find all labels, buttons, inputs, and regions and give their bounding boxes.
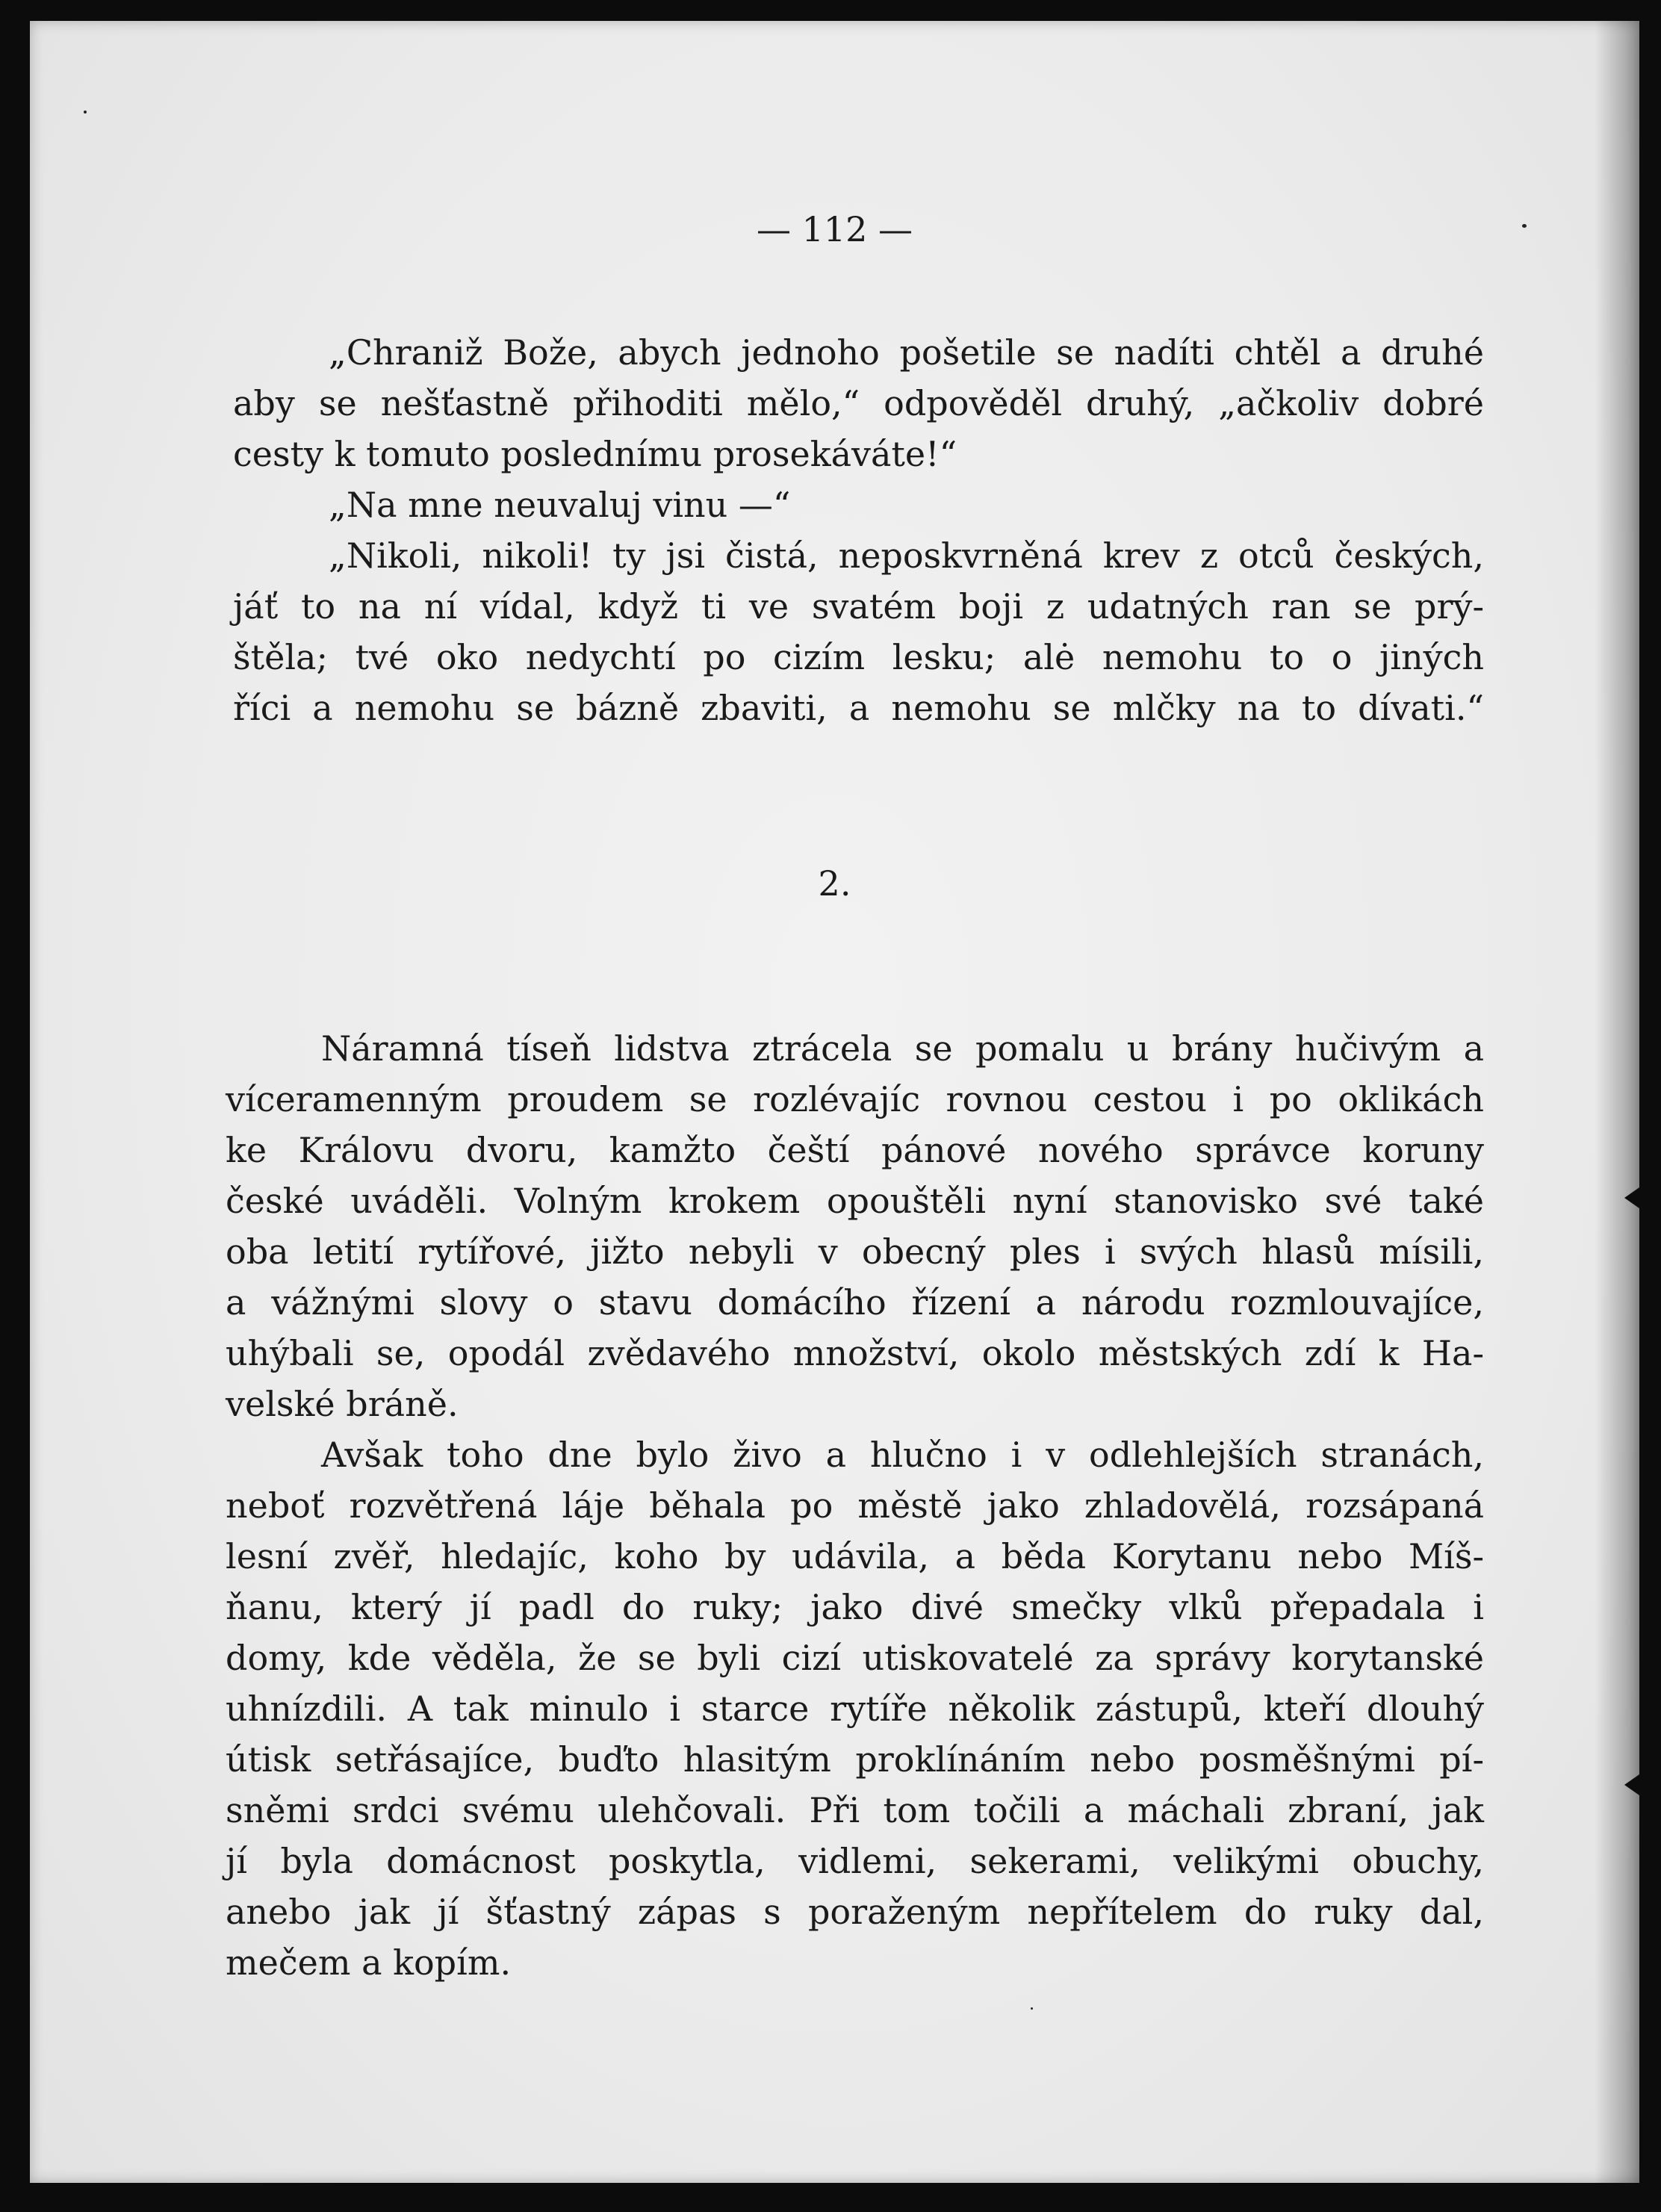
text-line: ke Královu dvoru, kamžto čeští pánové nového správce koruny (226, 1130, 1484, 1170)
text-line: „Chraniž Bože, abych jednoho pošetile se nadíti chtěl a druhé (329, 332, 1484, 373)
text-line: jáť to na ní vídal, když ti ve svatém boji z udatných ran se prý- (233, 586, 1484, 627)
text-line: štěla; tvé oko nedychtí po cizím lesku; alė nemohu to o jiných (233, 637, 1484, 677)
text-line: domy, kde věděla, že se byli cizí utiskovatelé za správy korytanské (226, 1638, 1484, 1678)
section-number: 2. (818, 863, 851, 904)
text-line: „Na mne neuvaluj vinu —“ (329, 485, 791, 525)
book-page (30, 21, 1639, 2183)
text-line: mečem a kopím. (226, 1942, 512, 1983)
text-line: ňanu, který jí padl do ruky; jako divé smečky vlků přepadala i (226, 1587, 1484, 1627)
text-line: cesty k tomuto poslednímu prosekáváte!“ (233, 434, 957, 474)
text-line: uhnízdili. A tak minulo i starce rytíře několik zástupů, kteří dlouhý (226, 1688, 1484, 1729)
text-line: víceramenným proudem se rozlévajíc rovnou cestou i po oklikách (226, 1079, 1484, 1119)
dust-speck (1031, 2007, 1033, 2010)
text-line: lesní zvěř, hledajíc, koho by udávila, a běda Korytanu nebo Míš- (226, 1536, 1484, 1576)
text-line: aby se nešťastně přihoditi mělo,“ odpověděl druhý, „ačkoliv dobré (233, 383, 1484, 423)
text-line: velské bráně. (226, 1384, 459, 1424)
edge-notch (1624, 1187, 1639, 1208)
text-line: neboť rozvětřená láje běhala po městě jako zhladovělá, rozsápaná (226, 1485, 1484, 1526)
text-line: sněmi srdci svému ulehčovali. Při tom točili a máchali zbraní, jak (226, 1790, 1484, 1830)
text-line: říci a nemohu se bázně zbaviti, a nemohu se mlčky na to dívati.“ (233, 688, 1484, 728)
text-line: jí byla domácnost poskytla, vidlemi, sekerami, velikými obuchy, (226, 1841, 1484, 1881)
edge-notch (1624, 1774, 1639, 1795)
text-line: anebo jak jí šťastný zápas s poraženým nepřítelem do ruky dal, (226, 1892, 1484, 1932)
text-line: Avšak toho dne bylo živo a hlučno i v odlehlejších stranách, (321, 1435, 1484, 1475)
text-line: útisk setřásajíce, buďto hlasitým proklínáním nebo posměšnými pí- (226, 1739, 1484, 1780)
text-line: české uváděli. Volným krokem opouštěli nyní stanovisko své také (226, 1181, 1484, 1221)
text-line: a vážnými slovy o stavu domácího řízení a národu rozmlouvajíce, (226, 1282, 1484, 1323)
text-block-dialogue (233, 327, 1484, 733)
text-line: Náramná tíseň lidstva ztrácela se pomalu u brány hučivým a (321, 1028, 1484, 1069)
text-block-chapter (226, 1023, 1484, 1988)
text-line: oba letití rytířové, jižto nebyli v obecný ples i svých hlasů mísili, (226, 1231, 1484, 1272)
text-line: „Nikoli, nikoli! ty jsi čistá, neposkvrněná krev z otců českých, (329, 535, 1484, 576)
page-number: — 112 — (756, 209, 913, 249)
dust-speck (84, 111, 87, 114)
spine-shadow (1595, 21, 1639, 2183)
text-line: uhýbali se, opodál zvědavého množství, okolo městských zdí k Ha- (226, 1333, 1484, 1373)
